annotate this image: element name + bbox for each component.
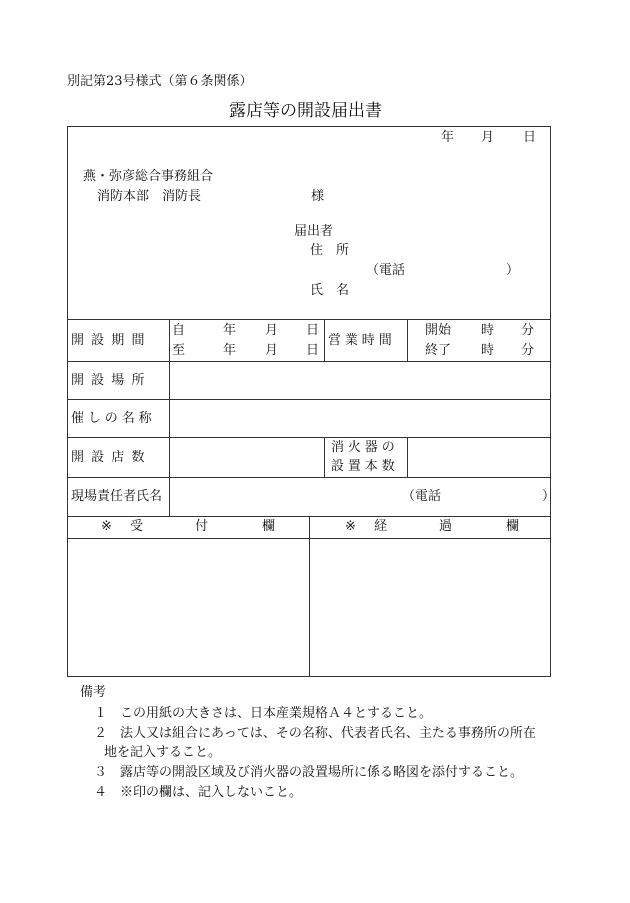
progress-char: 経 <box>374 519 388 534</box>
end-hour: 時 <box>481 343 495 358</box>
progress-mark: ※ <box>345 519 356 534</box>
address-label: 住 所 <box>310 243 350 258</box>
to-label: 至 <box>172 343 186 358</box>
to-day: 日 <box>306 343 320 358</box>
date-month-label: 月 <box>481 130 495 145</box>
start-minute: 分 <box>521 323 535 338</box>
manager-phone-close: ） <box>542 489 556 504</box>
start-label: 開始 <box>425 323 452 338</box>
date-day-label: 日 <box>523 130 537 145</box>
col-divider <box>324 437 325 477</box>
col-divider <box>309 516 310 676</box>
reception-char: 付 <box>195 519 209 534</box>
to-month: 月 <box>265 343 279 358</box>
note-4: ４ ※印の欄は、記入しないこと。 <box>94 785 303 800</box>
note-2-cont: 地を記入すること。 <box>104 745 222 760</box>
note-2: ２ 法人又は組合にあっては、その名称、代表者氏名、主たる事務所の所在 <box>94 726 536 741</box>
addressee-org: 燕・弥彦総合事務組合 <box>83 169 214 184</box>
extinguisher-label-line1: 消火器の <box>331 440 399 455</box>
row-divider <box>68 437 550 438</box>
from-year: 年 <box>223 323 237 338</box>
note-3: ３ 露店等の開設区域及び消火器の設置場所に係る略図を添付すること。 <box>94 765 524 780</box>
col-divider <box>169 319 170 516</box>
period-label: 開設期間 <box>71 333 152 348</box>
notes-heading: 備考 <box>80 685 107 700</box>
reception-char: 欄 <box>262 519 276 534</box>
row-divider <box>68 361 550 362</box>
col-divider <box>324 319 325 361</box>
col-divider <box>407 319 408 361</box>
applicant-label: 届出者 <box>294 224 334 239</box>
extinguisher-label-line2: 設置本数 <box>331 459 399 474</box>
page-title: 露店等の開設届出書 <box>229 101 382 121</box>
row-divider <box>68 477 550 478</box>
row-divider <box>68 319 550 320</box>
form-number: 別記第23号様式（第６条関係） <box>67 74 253 89</box>
manager-name-label: 現場責任者氏名 <box>71 489 163 504</box>
from-day: 日 <box>306 323 320 338</box>
to-year: 年 <box>223 343 237 358</box>
row-divider <box>68 399 550 400</box>
end-label: 終了 <box>425 343 452 358</box>
store-count-label: 開設店数 <box>71 450 152 465</box>
from-month: 月 <box>265 323 279 338</box>
name-label: 氏 名 <box>310 283 350 298</box>
addressee-title: 消防本部 消防長 <box>97 189 202 204</box>
from-label: 自 <box>172 323 186 338</box>
reception-mark: ※ <box>101 519 112 534</box>
honorific: 様 <box>311 189 325 204</box>
col-divider <box>407 437 408 477</box>
start-hour: 時 <box>481 323 495 338</box>
reception-char: 受 <box>130 519 144 534</box>
manager-phone-open: （電話 <box>402 489 442 504</box>
place-label: 開設場所 <box>71 373 152 388</box>
event-name-label: 催しの名称 <box>71 411 156 426</box>
phone-close: ） <box>506 263 520 278</box>
note-1: １ この用紙の大きさは、日本産業規格Ａ４とすること。 <box>94 706 433 721</box>
progress-char: 過 <box>439 519 453 534</box>
form-table <box>67 126 556 677</box>
date-year-label: 年 <box>441 130 455 145</box>
hours-label: 営業時間 <box>328 333 396 348</box>
phone-open: （電話 <box>366 263 406 278</box>
progress-char: 欄 <box>506 519 520 534</box>
end-minute: 分 <box>521 343 535 358</box>
